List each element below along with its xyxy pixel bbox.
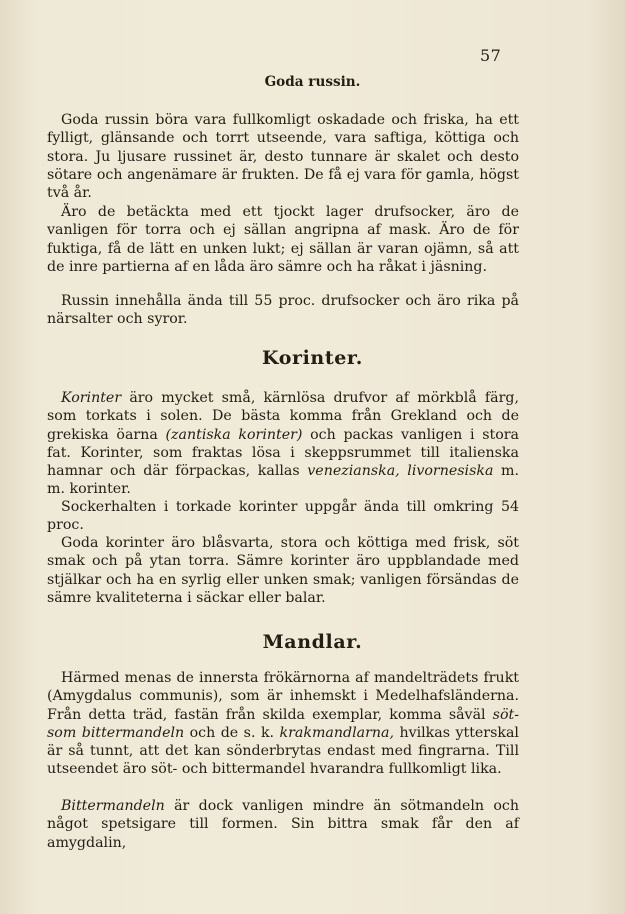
text-span: och de s. k. [184, 724, 280, 741]
text-span: m. m. korinter. [47, 463, 519, 498]
emphasis-venezianska: venezianska, livornesiska [307, 463, 494, 480]
paragraph-korinter-2: Sockerhalten i torkade korinter uppgår ända till omkring 54 proc. [47, 499, 519, 534]
text-span: och packas vanligen i stora fat. Korinter, som fraktas lösa i skeppsrummet till italienska hamnar och där förpackas, kallas [47, 426, 519, 480]
text-span: är dock vanligen mindre än sötmandeln och något spetsigare till formen. Sin bittra smak får den af amygdalin, [47, 798, 519, 851]
page-number: 57 [480, 46, 502, 65]
text-span: äro mycket små, kärnlösa drufvor af mörkblå färg, som torkats i solen. De bästa komma från Grekland och de grekiska öarna [47, 390, 519, 443]
paragraph-mandlar-1 [47, 669, 519, 779]
section-heading-mandlar: Mandlar. [262, 631, 363, 653]
paragraph-mandlar-2 [47, 797, 519, 852]
section-heading-korinter: Korinter. [262, 347, 363, 369]
paragraph-korinter-3: Goda korinter äro blåsvarta, stora och köttiga med frisk, söt smak och på ytan torra. Sämre korinter äro uppblandade med stjälkar och ha en syrlig eller unken smak; vanligen försändas de sämre kvaliteterna i säckar eller balar. [47, 535, 519, 606]
emphasis-korinter: Korinter [61, 390, 122, 406]
paragraph-korinter-1 [47, 389, 519, 499]
emphasis-zantiska: (zantiska korinter) [165, 426, 303, 443]
text-span: hvilkas ytterskal är så tunnt, att det kan sönderbrytas endast med fingrarna. Till utseendet äro söt- och bittermandel hvarandra fullkomligt lika. [47, 724, 519, 778]
emphasis-sot-bittermandeln: söt- som bittermandeln [47, 706, 519, 741]
paragraph-russin-2: Äro de betäckta med ett tjockt lager drufsocker, äro de vanligen för torra och ej sällan angripna af mask. Äro de för fuktiga, få de lätt en unken lukt; ej sällan är varan ojämn, så att de inre partierna af en låda äro sämre och ha råkat i jäsning. [47, 204, 519, 275]
emphasis-bittermandeln: Bittermandeln [61, 798, 165, 814]
text-span: Härmed menas de innersta frökärnorna af mandelträdets frukt (Amygdalus communis), som är inhemskt i Medelhafsländerna. Från detta träd, fastän från skilda exemplar, komma såväl [47, 670, 519, 723]
emphasis-krakmandlarna: krakmandlarna, [279, 724, 394, 741]
section-heading-russin: Goda russin. [264, 74, 361, 90]
paragraph-russin-1: Goda russin böra vara fullkomligt oskadade och friska, ha ett fylligt, glänsande och torrt utseende, vara saftiga, köttiga och stora. Ju ljusare russinet är, desto tunnare är skalet och desto sötare och angenämare är frukten. De få ej vara för gamla, högst två år. [47, 112, 519, 202]
paragraph-russin-3: Russin innehålla ända till 55 proc. drufsocker och äro rika på närsalter och syror. [47, 293, 519, 328]
